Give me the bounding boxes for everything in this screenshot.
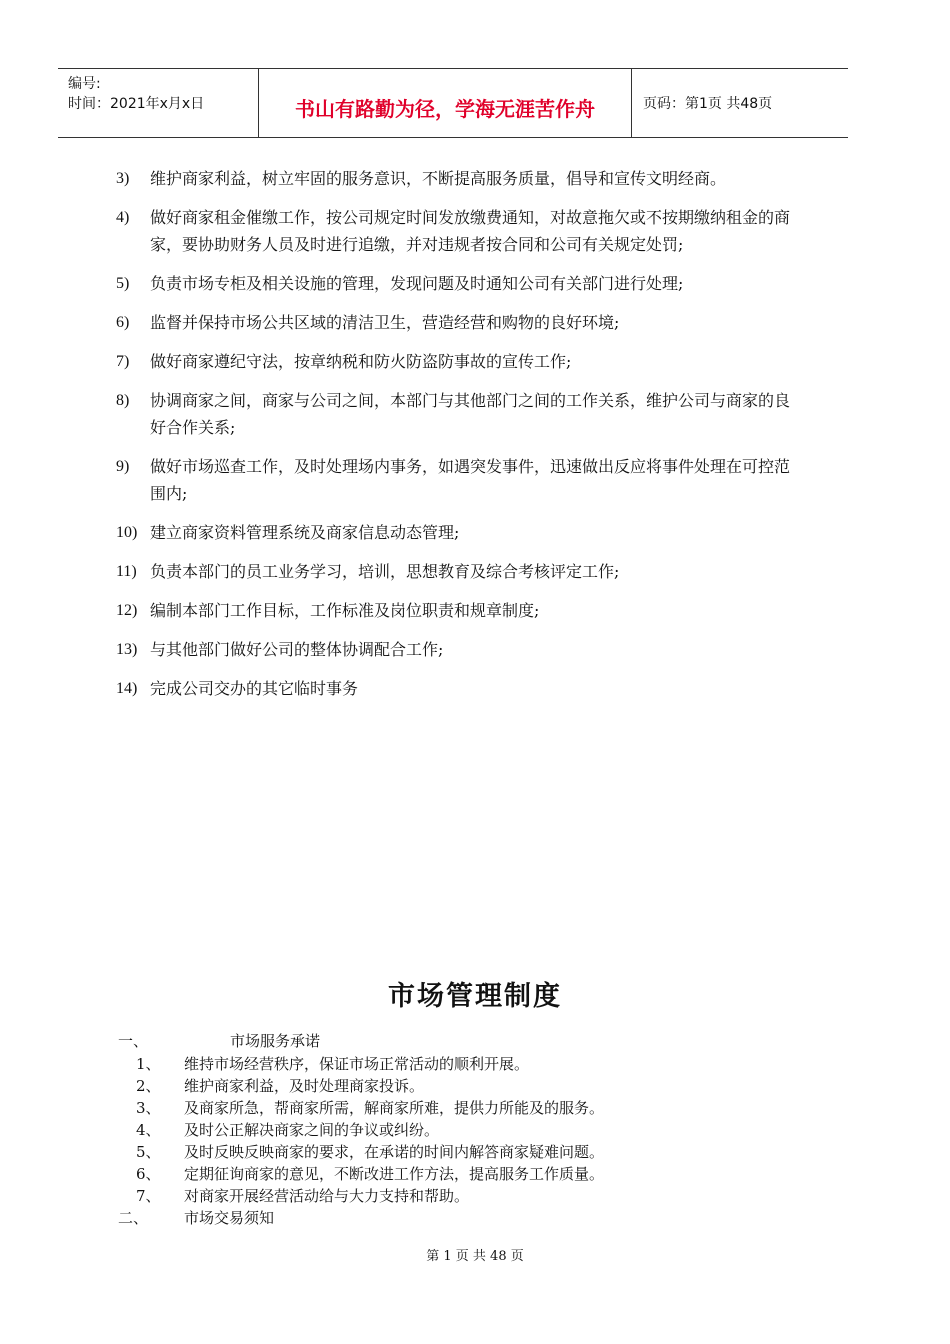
list-item	[116, 558, 792, 585]
list-item	[116, 675, 792, 702]
list-item-text: 做好市场巡查工作，及时处理场内事务，如遇突发事件，迅速做出反应将事件处理在可控范围内;	[150, 457, 791, 503]
commitment-number: 1、	[136, 1055, 161, 1073]
list-item-text: 监督并保持市场公共区域的清洁卫生，营造经营和购物的良好环境;	[150, 313, 620, 332]
list-item	[116, 636, 792, 663]
list-item	[116, 204, 792, 258]
commitment-number: 6、	[136, 1165, 161, 1183]
list-item	[116, 519, 792, 546]
list-item-number: 9)	[116, 458, 130, 475]
list-item-text: 负责市场专柜及相关设施的管理，发现问题及时通知公司有关部门进行处理;	[150, 274, 684, 293]
header-page-info: 页码：第1页 共48页	[643, 96, 773, 112]
list-item-text: 建立商家资料管理系统及商家信息动态管理;	[150, 523, 460, 542]
page-footer: 第 1 页 共 48 页	[426, 1249, 524, 1264]
section-title: 市场管理制度	[388, 981, 562, 1012]
header-motto: 书山有路勤为径，学海无涯苦作舟	[258, 69, 632, 137]
list-item	[116, 165, 792, 192]
commitment-text: 维护商家利益，及时处理商家投诉。	[184, 1077, 425, 1095]
list-item-text: 协调商家之间，商家与公司之间，本部门与其他部门之间的工作关系，维护公司与商家的良好合作关系;	[150, 391, 791, 437]
page-header-table	[58, 68, 848, 138]
part-two-number: 二、	[118, 1209, 149, 1227]
list-item-number: 10)	[116, 524, 138, 541]
commitment-text: 及商家所急，帮商家所需，解商家所难，提供力所能及的服务。	[184, 1099, 605, 1117]
commitment-number: 2、	[136, 1077, 161, 1095]
commitment-text: 及时公正解决商家之间的争议或纠纷。	[184, 1121, 440, 1139]
list-item-number: 6)	[116, 314, 130, 331]
list-item-text: 做好商家租金催缴工作，按公司规定时间发放缴费通知，对故意拖欠或不按期缴纳租金的商家，要协助财务人员及时进行追缴，并对违规者按合同和公司有关规定处罚;	[150, 208, 791, 254]
list-item-number: 4)	[116, 209, 130, 226]
header-meta-cell	[58, 69, 258, 137]
list-item-text: 做好商家遵纪守法，按章纳税和防火防盗防事故的宣传工作;	[150, 352, 572, 371]
commitment-number: 5、	[136, 1143, 161, 1161]
commitment-number: 7、	[136, 1187, 161, 1205]
commitment-text: 定期征询商家的意见，不断改进工作方法，提高服务工作质量。	[184, 1165, 605, 1183]
document-number-label: 编号:	[68, 76, 101, 92]
list-item-number: 11)	[116, 563, 137, 580]
list-item-text: 编制本部门工作目标，工作标准及岗位职责和规章制度;	[150, 601, 540, 620]
list-item-number: 3)	[116, 170, 130, 187]
commitment-text: 及时反映反映商家的要求，在承诺的时间内解答商家疑难问题。	[184, 1143, 605, 1161]
list-item-text: 负责本部门的员工业务学习，培训，思想教育及综合考核评定工作;	[150, 562, 620, 581]
part-one-title: 市场服务承诺	[230, 1032, 321, 1050]
list-item	[116, 387, 792, 441]
list-item	[116, 597, 792, 624]
part-one-number: 一、	[118, 1032, 149, 1050]
duties-list	[116, 165, 792, 714]
part-two-title: 市场交易须知	[184, 1209, 275, 1227]
list-item-number: 7)	[116, 353, 130, 370]
list-item	[116, 348, 792, 375]
commitment-number: 4、	[136, 1121, 161, 1139]
commitment-text: 对商家开展经营活动给与大力支持和帮助。	[184, 1187, 470, 1205]
list-item	[116, 309, 792, 336]
list-item-number: 14)	[116, 680, 138, 697]
list-item-text: 维护商家利益，树立牢固的服务意识，不断提高服务质量，倡导和宣传文明经商。	[150, 169, 727, 188]
list-item-number: 12)	[116, 602, 138, 619]
list-item-text: 与其他部门做好公司的整体协调配合工作;	[150, 640, 444, 659]
list-item	[116, 270, 792, 297]
list-item-number: 8)	[116, 392, 130, 409]
document-time-label: 时间：2021年x月x日	[68, 96, 205, 112]
commitment-text: 维持市场经营秩序，保证市场正常活动的顺利开展。	[184, 1055, 530, 1073]
list-item	[116, 453, 792, 507]
list-item-text: 完成公司交办的其它临时事务	[150, 679, 359, 698]
list-item-number: 13)	[116, 641, 138, 658]
list-item-number: 5)	[116, 275, 130, 292]
commitment-number: 3、	[136, 1099, 161, 1117]
